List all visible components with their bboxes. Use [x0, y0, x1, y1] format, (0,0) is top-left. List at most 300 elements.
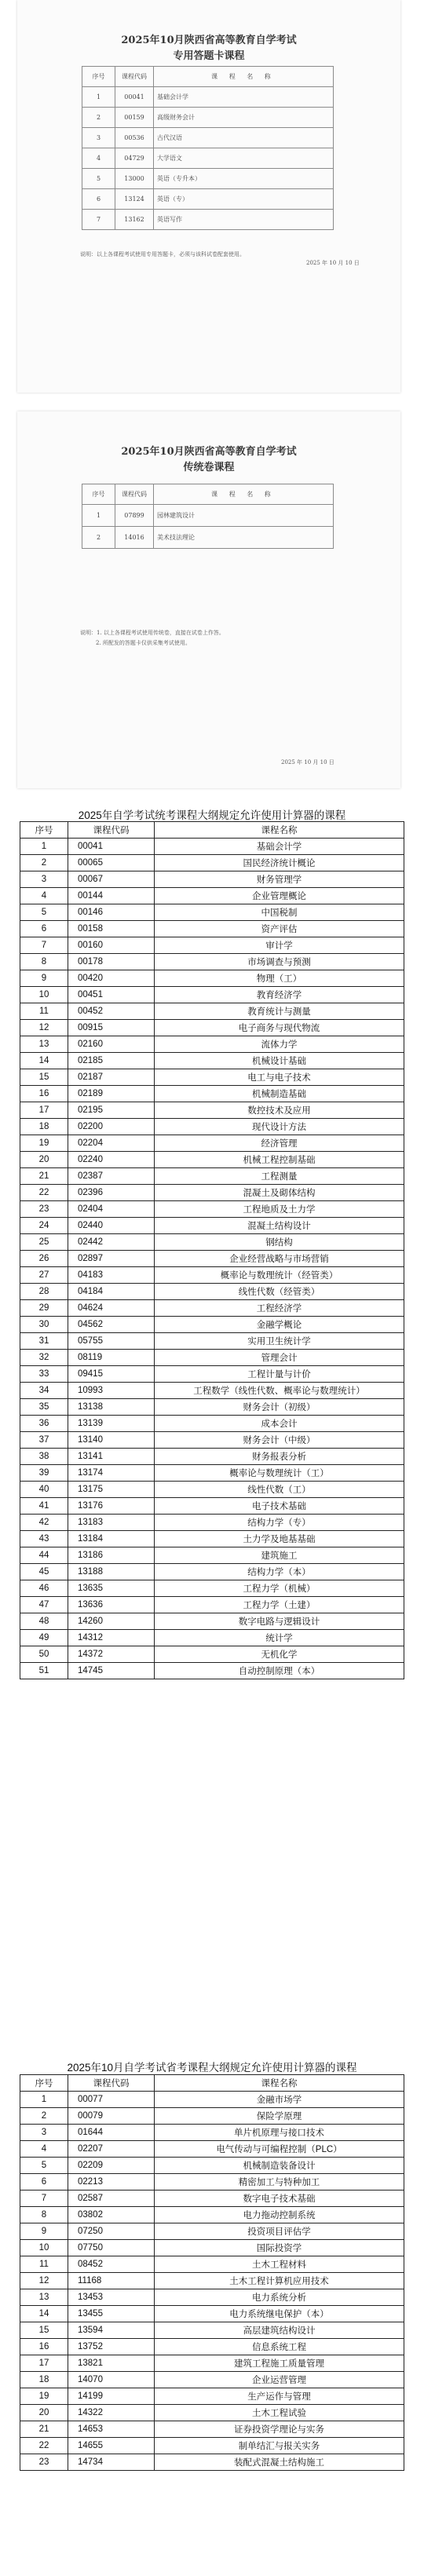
table-row [20, 2322, 404, 2339]
header-cell: 序号 [82, 484, 115, 505]
course-code: 00160 [68, 937, 155, 954]
table-row [20, 1399, 404, 1416]
row-index: 49 [20, 1630, 68, 1646]
course-code: 03802 [68, 2207, 155, 2223]
row-index: 16 [20, 1086, 68, 1102]
course-code: 02187 [68, 1069, 155, 1086]
table-row [20, 1465, 404, 1482]
course-name: 实用卫生统计学 [155, 1333, 404, 1350]
row-index: 14 [20, 1053, 68, 1069]
course-name: 高层建筑结构设计 [155, 2322, 404, 2339]
table-row [20, 1152, 404, 1168]
course-code: 00536 [115, 128, 154, 148]
course-name: 电气传动与可编程控制（PLC） [155, 2141, 404, 2158]
course-name: 无机化学 [155, 1646, 404, 1663]
course-code: 02200 [68, 1119, 155, 1135]
row-index: 8 [20, 954, 68, 970]
course-code: 02213 [68, 2174, 155, 2191]
course-code: 05755 [68, 1333, 155, 1350]
course-code: 13176 [68, 1498, 155, 1515]
course-name: 机械设计基础 [155, 1053, 404, 1069]
row-index: 4 [20, 2141, 68, 2158]
table1-title: 2025年自学考试统考课程大纲规定允许使用计算器的课程 [78, 809, 346, 821]
course-name: 证券投资学理论与实务 [155, 2421, 404, 2438]
row-index: 20 [20, 1152, 68, 1168]
table-row [82, 527, 334, 549]
row-index: 1 [82, 87, 115, 108]
course-name: 财务会计（中级） [155, 1432, 404, 1449]
header-cell: 序号 [82, 67, 115, 87]
row-index: 6 [82, 189, 115, 210]
course-code: 00146 [68, 904, 155, 921]
row-index: 1 [20, 2092, 68, 2108]
course-code: 14322 [68, 2405, 155, 2421]
course-name: 基础会计学 [155, 839, 404, 855]
course-name: 国民经济统计概论 [155, 855, 404, 871]
row-index: 30 [20, 1317, 68, 1333]
row-index: 51 [20, 1663, 68, 1679]
course-name: 土木工程计算机应用技术 [155, 2273, 404, 2289]
table-row [20, 1449, 404, 1465]
table-row [20, 888, 404, 904]
table-row [20, 1564, 404, 1580]
table-row [20, 1185, 404, 1201]
course-name: 英语写作 [154, 210, 334, 230]
course-name: 装配式混凝土结构施工 [155, 2454, 404, 2471]
course-code: 00041 [115, 87, 154, 108]
course-name: 线性代数（经管类） [155, 1284, 404, 1300]
course-code: 13162 [115, 210, 154, 230]
table-row [20, 1218, 404, 1234]
row-index: 38 [20, 1449, 68, 1465]
course-name: 数字电子技术基础 [155, 2191, 404, 2207]
course-code: 13635 [68, 1580, 155, 1597]
course-name: 英语（专） [154, 189, 334, 210]
table-row [20, 1201, 404, 1218]
course-name: 土力学及地基基础 [155, 1531, 404, 1547]
row-index: 47 [20, 1597, 68, 1613]
course-name: 工程力学（土建） [155, 1597, 404, 1613]
course-name: 机械工程控制基础 [155, 1152, 404, 1168]
row-index: 45 [20, 1564, 68, 1580]
course-name: 企业管理概论 [155, 888, 404, 904]
traditional-table [82, 484, 334, 549]
course-name: 机械制造装备设计 [155, 2158, 404, 2174]
row-index: 22 [20, 2438, 68, 2454]
course-code: 01644 [68, 2125, 155, 2141]
row-index: 10 [20, 2240, 68, 2256]
table-row [20, 2438, 404, 2454]
course-name: 电力拖动控制系统 [155, 2207, 404, 2223]
date-text: 2025 年 10 月 10 日 [281, 759, 334, 765]
table-body [82, 87, 334, 230]
row-index: 39 [20, 1465, 68, 1482]
header-cell: 序号 [20, 2075, 68, 2092]
row-index: 21 [20, 2421, 68, 2438]
table-row [20, 2256, 404, 2273]
table-row [20, 2355, 404, 2372]
course-code: 02440 [68, 1218, 155, 1234]
course-name: 土木工程材料 [155, 2256, 404, 2273]
table-row [20, 1036, 404, 1053]
row-index: 1 [20, 839, 68, 855]
table-row [20, 2339, 404, 2355]
course-code: 09415 [68, 1366, 155, 1383]
table-row [20, 1234, 404, 1251]
course-code: 00451 [68, 987, 155, 1003]
table-row [20, 1053, 404, 1069]
course-code: 13453 [68, 2289, 155, 2306]
row-index: 10 [20, 987, 68, 1003]
table-row [20, 1498, 404, 1515]
course-name: 结构力学（专） [155, 1515, 404, 1531]
row-index: 36 [20, 1416, 68, 1432]
row-index: 15 [20, 2322, 68, 2339]
table-row [20, 1613, 404, 1630]
course-code: 04624 [68, 1300, 155, 1317]
table-row [20, 1646, 404, 1663]
course-code: 14070 [68, 2372, 155, 2388]
course-name: 结构力学（本） [155, 1564, 404, 1580]
course-code: 13174 [68, 1465, 155, 1482]
row-index: 2 [82, 527, 115, 549]
course-code: 10993 [68, 1383, 155, 1399]
table-row [82, 128, 334, 148]
course-name: 美术技法理论 [154, 527, 334, 549]
page-subtitle: 专用答题卡课程 [173, 50, 245, 62]
table-body [20, 839, 404, 1679]
row-index: 2 [82, 108, 115, 128]
course-name: 建筑工程施工质量管理 [155, 2355, 404, 2372]
course-code: 07750 [68, 2240, 155, 2256]
table-row [20, 1416, 404, 1432]
course-code: 14653 [68, 2421, 155, 2438]
table-row [20, 1119, 404, 1135]
course-name: 保险学原理 [155, 2108, 404, 2125]
row-index: 6 [20, 921, 68, 937]
table-row [20, 2388, 404, 2405]
course-code: 11168 [68, 2273, 155, 2289]
course-name: 教育经济学 [155, 987, 404, 1003]
row-index: 29 [20, 1300, 68, 1317]
table-row [20, 1086, 404, 1102]
row-index: 35 [20, 1399, 68, 1416]
table-row [20, 954, 404, 970]
course-code: 02240 [68, 1152, 155, 1168]
course-code: 07250 [68, 2223, 155, 2240]
course-name: 金融市场学 [155, 2092, 404, 2108]
course-name: 制单结汇与报关实务 [155, 2438, 404, 2454]
course-name: 单片机原理与接口技术 [155, 2125, 404, 2141]
course-code: 13752 [68, 2339, 155, 2355]
row-index: 9 [20, 970, 68, 987]
table-row [20, 1580, 404, 1597]
course-name: 国际投资学 [155, 2240, 404, 2256]
course-name: 数字电路与逻辑设计 [155, 1613, 404, 1630]
row-index: 31 [20, 1333, 68, 1350]
course-name: 工程数学（线性代数、概率论与数理统计） [155, 1383, 404, 1399]
calculator-unified-table [20, 821, 404, 1679]
row-index: 1 [82, 505, 115, 527]
course-name: 电工与电子技术 [155, 1069, 404, 1086]
table-row [82, 505, 334, 527]
course-code: 00079 [68, 2108, 155, 2125]
table-row [20, 2191, 404, 2207]
row-index: 13 [20, 1036, 68, 1053]
course-code: 14312 [68, 1630, 155, 1646]
row-index: 5 [82, 169, 115, 189]
table-row [20, 2141, 404, 2158]
course-code: 00915 [68, 1020, 155, 1036]
row-index: 14 [20, 2306, 68, 2322]
course-code: 13138 [68, 1399, 155, 1416]
course-code: 02204 [68, 1135, 155, 1152]
page-title: 2025年10月陕西省高等教育自学考试 [121, 446, 297, 458]
table-row [20, 1350, 404, 1366]
table-row [20, 904, 404, 921]
table-row [20, 1020, 404, 1036]
table-row [82, 169, 334, 189]
row-index: 42 [20, 1515, 68, 1531]
course-name: 数控技术及应用 [155, 1102, 404, 1119]
course-name: 统计学 [155, 1630, 404, 1646]
table-row [20, 2092, 404, 2108]
table-body [82, 505, 334, 549]
scanned-page-traditional [17, 411, 400, 788]
course-name: 概率论与数理统计（经管类） [155, 1267, 404, 1284]
row-index: 11 [20, 1003, 68, 1020]
course-code: 08119 [68, 1350, 155, 1366]
table-row [82, 87, 334, 108]
course-name: 流体力学 [155, 1036, 404, 1053]
table-row [20, 1547, 404, 1564]
row-index: 9 [20, 2223, 68, 2240]
course-name: 财务会计（初级） [155, 1399, 404, 1416]
course-code: 00065 [68, 855, 155, 871]
table-row [20, 1333, 404, 1350]
course-code: 04562 [68, 1317, 155, 1333]
row-index: 50 [20, 1646, 68, 1663]
table-row [20, 1135, 404, 1152]
table-row [20, 1515, 404, 1531]
course-code: 14655 [68, 2438, 155, 2454]
row-index: 3 [20, 2125, 68, 2141]
row-index: 41 [20, 1498, 68, 1515]
course-code: 13175 [68, 1482, 155, 1498]
row-index: 19 [20, 2388, 68, 2405]
course-name: 基础会计学 [154, 87, 334, 108]
course-name: 英语（专升本） [154, 169, 334, 189]
header-cell: 课 程 名 称 [154, 67, 334, 87]
row-index: 17 [20, 2355, 68, 2372]
row-index: 24 [20, 1218, 68, 1234]
table-row [20, 2372, 404, 2388]
course-code: 02396 [68, 1185, 155, 1201]
table-row [20, 970, 404, 987]
course-name: 混凝土结构设计 [155, 1218, 404, 1234]
note-text [80, 628, 378, 649]
course-name: 企业运营管理 [155, 2372, 404, 2388]
course-code: 13455 [68, 2306, 155, 2322]
course-name: 物理（工） [155, 970, 404, 987]
table-row [20, 871, 404, 888]
course-name: 线性代数（工） [155, 1482, 404, 1498]
course-name: 土木工程试验 [155, 2405, 404, 2421]
table-header-row [20, 822, 404, 839]
course-name: 高级财务会计 [154, 108, 334, 128]
course-code: 04183 [68, 1267, 155, 1284]
table-row [20, 1317, 404, 1333]
table-row [20, 2207, 404, 2223]
row-index: 19 [20, 1135, 68, 1152]
table-row [20, 2306, 404, 2322]
row-index: 23 [20, 1201, 68, 1218]
row-index: 16 [20, 2339, 68, 2355]
row-index: 4 [20, 888, 68, 904]
row-index: 20 [20, 2405, 68, 2421]
row-index: 33 [20, 1366, 68, 1383]
row-index: 17 [20, 1102, 68, 1119]
table-row [82, 189, 334, 210]
page-title: 2025年10月陕西省高等教育自学考试 [121, 35, 297, 46]
header-cell: 课程代码 [115, 67, 154, 87]
course-code: 00077 [68, 2092, 155, 2108]
course-name: 概率论与数理统计（工） [155, 1465, 404, 1482]
row-index: 4 [82, 148, 115, 169]
course-code: 02207 [68, 2141, 155, 2158]
row-index: 26 [20, 1251, 68, 1267]
row-index: 18 [20, 2372, 68, 2388]
course-code: 13139 [68, 1416, 155, 1432]
table-row [20, 1003, 404, 1020]
row-index: 2 [20, 2108, 68, 2125]
table-header-row [82, 67, 334, 87]
header-cell: 序号 [20, 822, 68, 839]
course-code: 02195 [68, 1102, 155, 1119]
course-name: 精密加工与特种加工 [155, 2174, 404, 2191]
row-index: 13 [20, 2289, 68, 2306]
row-index: 12 [20, 2273, 68, 2289]
course-code: 00420 [68, 970, 155, 987]
course-name: 中国税制 [155, 904, 404, 921]
course-code: 04184 [68, 1284, 155, 1300]
header-cell: 课程代码 [115, 484, 154, 505]
row-index: 2 [20, 855, 68, 871]
course-name: 管理会计 [155, 1350, 404, 1366]
course-code: 13636 [68, 1597, 155, 1613]
table-row [20, 2223, 404, 2240]
course-code: 02209 [68, 2158, 155, 2174]
course-code: 13124 [115, 189, 154, 210]
table-row [20, 1069, 404, 1086]
course-code: 02442 [68, 1234, 155, 1251]
course-code: 13821 [68, 2355, 155, 2372]
course-code: 14372 [68, 1646, 155, 1663]
course-name: 机械制造基础 [155, 1086, 404, 1102]
course-code: 02160 [68, 1036, 155, 1053]
date-text: 2025 年 10 月 10 日 [306, 260, 360, 266]
course-code: 14734 [68, 2454, 155, 2471]
table-row [82, 108, 334, 128]
course-name: 财务管理学 [155, 871, 404, 888]
course-name: 经济管理 [155, 1135, 404, 1152]
course-code: 00041 [68, 839, 155, 855]
table-row [20, 2158, 404, 2174]
course-name: 园林建筑设计 [154, 505, 334, 527]
table-row [20, 2405, 404, 2421]
course-name: 市场调查与预测 [155, 954, 404, 970]
row-index: 40 [20, 1482, 68, 1498]
row-index: 18 [20, 1119, 68, 1135]
table-row [20, 1168, 404, 1185]
row-index: 25 [20, 1234, 68, 1251]
course-code: 00159 [115, 108, 154, 128]
table-row [20, 1284, 404, 1300]
table-row [20, 855, 404, 871]
table-row [20, 1630, 404, 1646]
course-name: 生产运作与管理 [155, 2388, 404, 2405]
course-name: 投资项目评估学 [155, 2223, 404, 2240]
course-code: 13594 [68, 2322, 155, 2339]
row-index: 22 [20, 1185, 68, 1201]
course-code: 02587 [68, 2191, 155, 2207]
header-cell: 课程名称 [155, 822, 404, 839]
course-code: 00178 [68, 954, 155, 970]
course-name: 资产评估 [155, 921, 404, 937]
course-code: 13183 [68, 1515, 155, 1531]
course-code: 00158 [68, 921, 155, 937]
course-name: 教育统计与测量 [155, 1003, 404, 1020]
table-row [20, 987, 404, 1003]
table-row [20, 937, 404, 954]
course-name: 电力系统继电保护（本） [155, 2306, 404, 2322]
table-row [20, 2273, 404, 2289]
row-index: 6 [20, 2174, 68, 2191]
course-code: 02185 [68, 1053, 155, 1069]
course-code: 08452 [68, 2256, 155, 2273]
row-index: 7 [20, 2191, 68, 2207]
course-name: 混凝土及砌体结构 [155, 1185, 404, 1201]
course-code: 13186 [68, 1547, 155, 1564]
row-index: 5 [20, 904, 68, 921]
table-header-row [82, 484, 334, 505]
course-name: 工程地质及土力学 [155, 1201, 404, 1218]
row-index: 44 [20, 1547, 68, 1564]
course-code: 13141 [68, 1449, 155, 1465]
row-index: 3 [20, 871, 68, 888]
row-index: 7 [82, 210, 115, 230]
course-code: 13188 [68, 1564, 155, 1580]
course-code: 13184 [68, 1531, 155, 1547]
course-name: 工程测量 [155, 1168, 404, 1185]
table2-title: 2025年10月自学考试省考课程大纲规定允许使用计算器的课程 [67, 2062, 357, 2074]
row-index: 43 [20, 1531, 68, 1547]
header-cell: 课 程 名 称 [154, 484, 334, 505]
course-code: 13140 [68, 1432, 155, 1449]
table-row [20, 921, 404, 937]
course-code: 00144 [68, 888, 155, 904]
row-index: 32 [20, 1350, 68, 1366]
course-code: 13000 [115, 169, 154, 189]
course-code: 14016 [115, 527, 154, 549]
course-code: 14260 [68, 1613, 155, 1630]
calculator-provincial-table [20, 2074, 404, 2471]
table-row [20, 1366, 404, 1383]
table-row [20, 2174, 404, 2191]
row-index: 7 [20, 937, 68, 954]
course-code: 07899 [115, 505, 154, 527]
course-name: 古代汉语 [154, 128, 334, 148]
